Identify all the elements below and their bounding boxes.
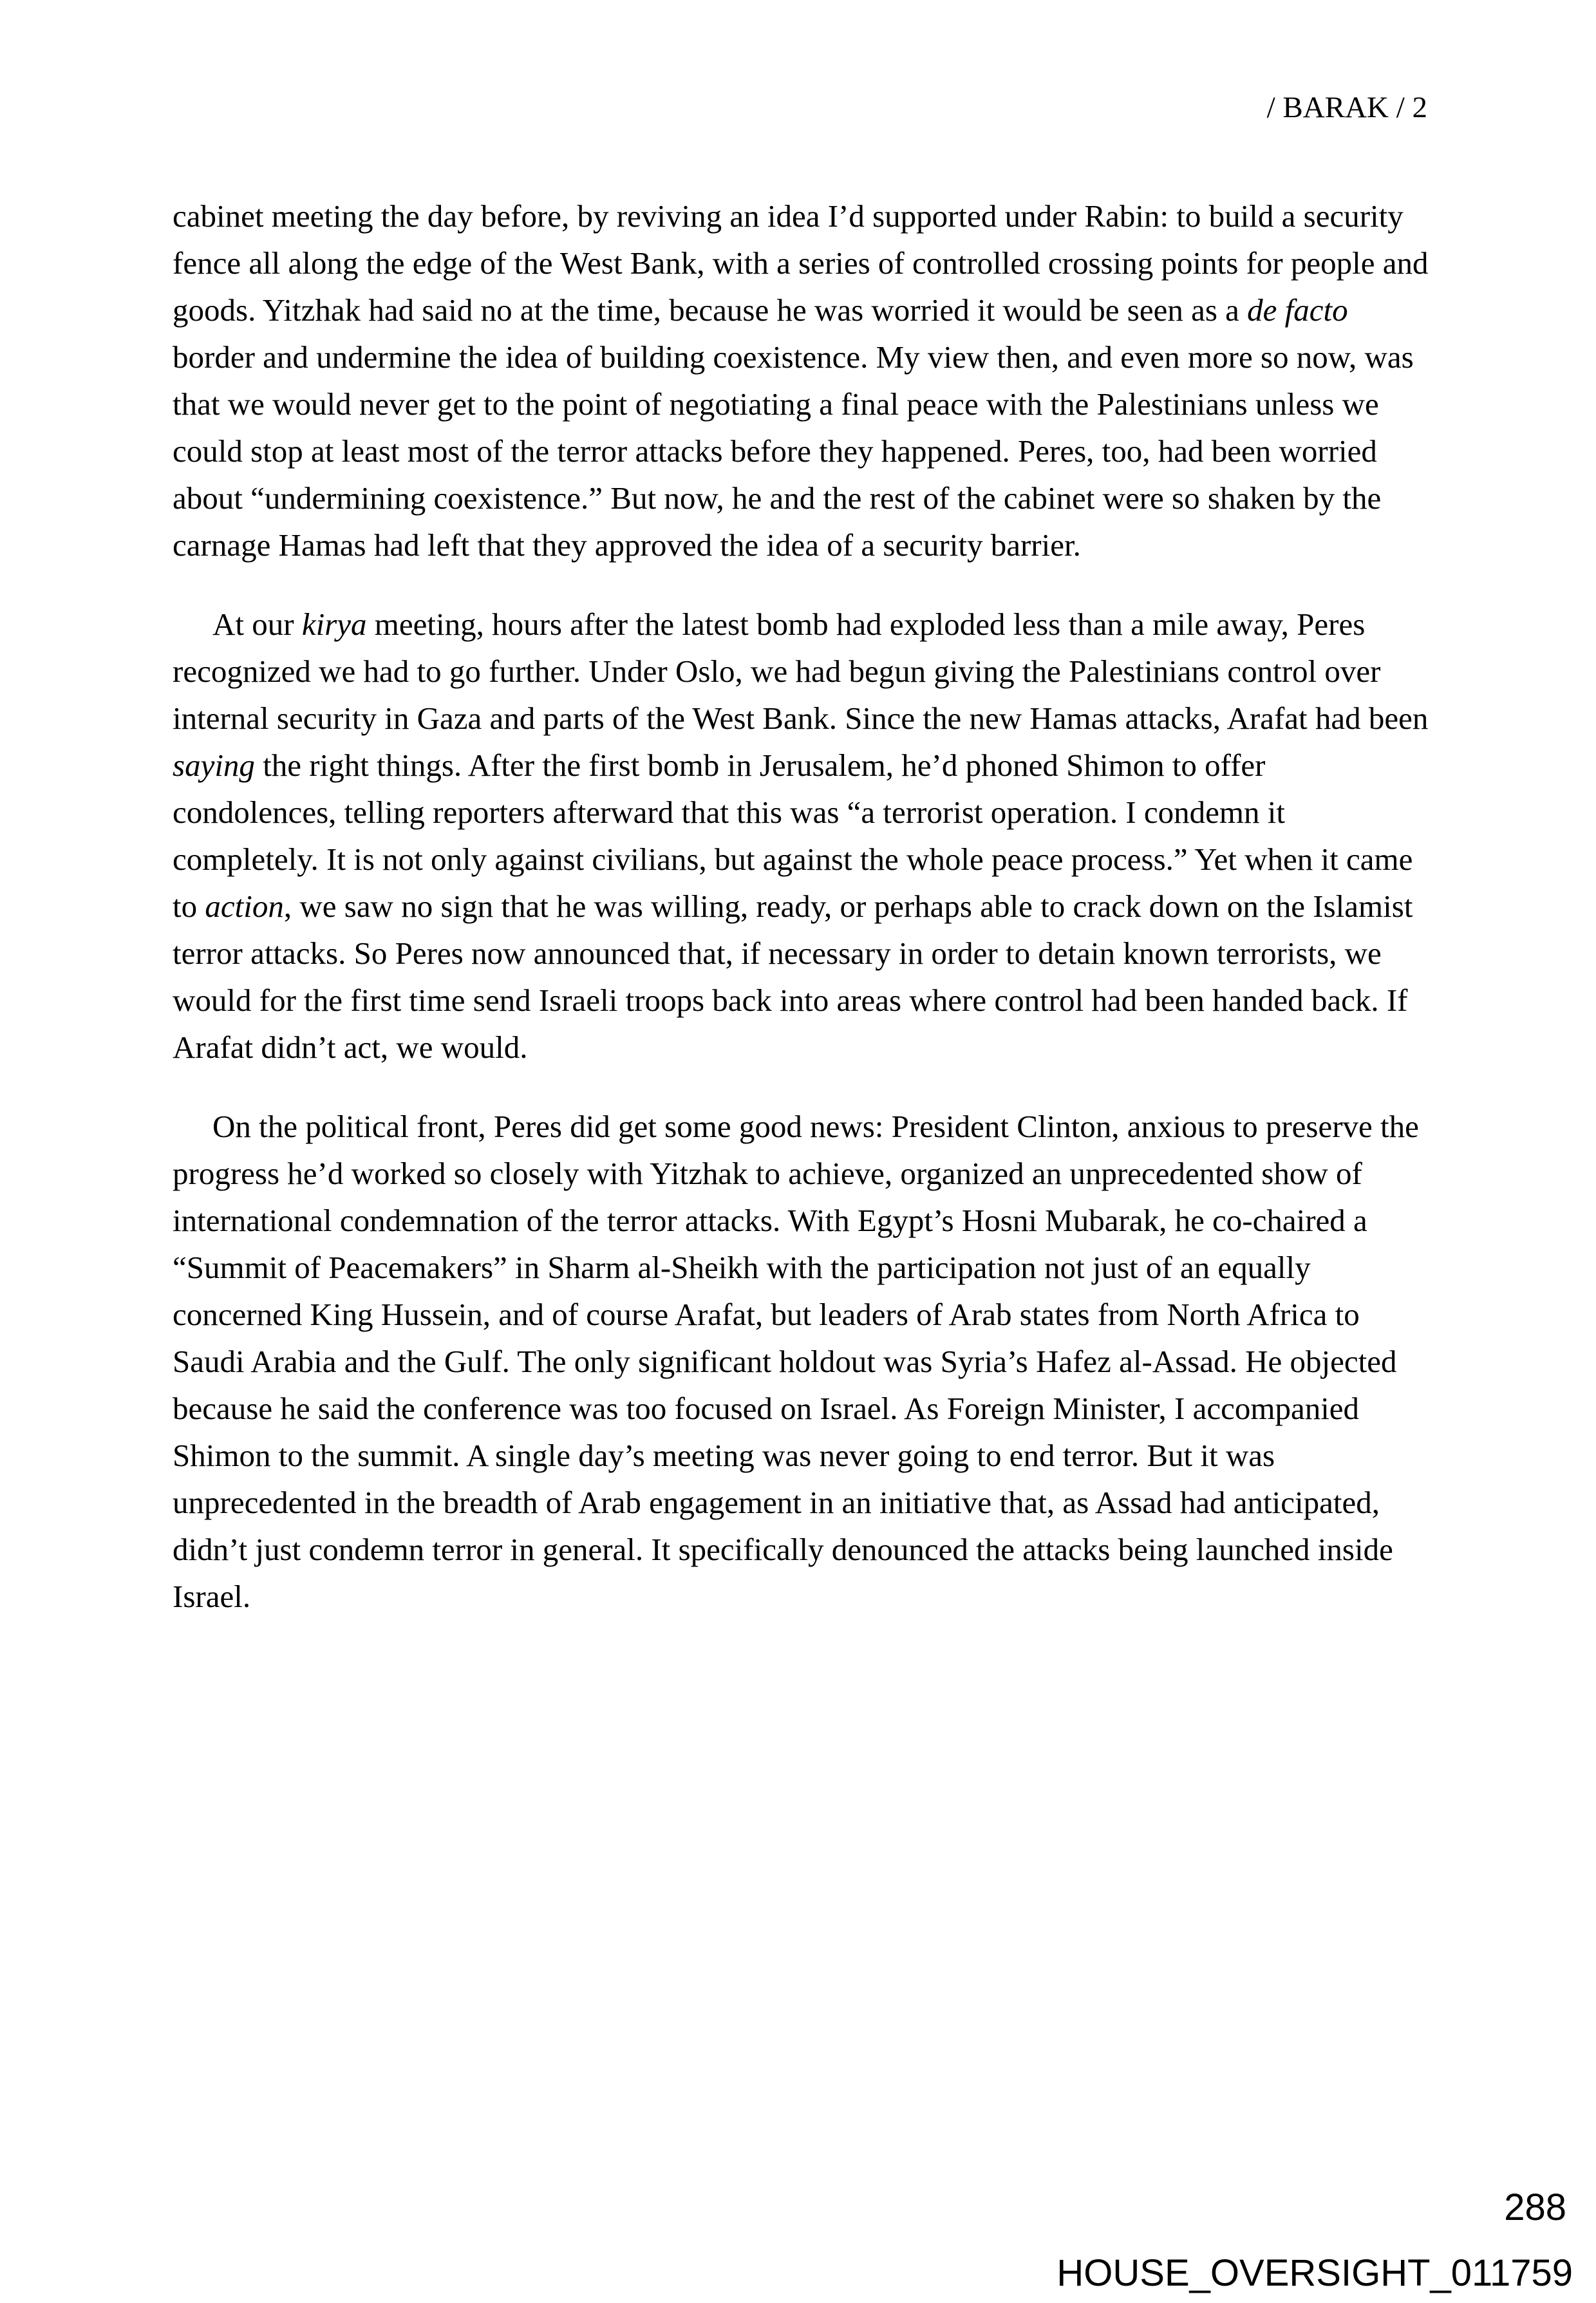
paragraph-2-run-4-italic: saying (173, 747, 255, 783)
paragraph-1-run-3: border and undermine the idea of building coexistence. My view then, and even more so now, was that we would never get to the point of negotiating a final peace with the Palestinians unless we could stop at least most of the terror attacks before they happened. Peres, too, had been worried about “undermining coexistence.” But now, he and the rest of the cabinet were so shaken by the carnage Hamas had left that they approved the idea of a security barrier. (173, 339, 1414, 563)
paragraph-2-run-6-italic: action (205, 888, 284, 924)
paragraph-2 (173, 601, 1433, 1071)
paragraph-3 (173, 1103, 1433, 1620)
paragraph-1-run-1: cabinet meeting the day before, by reviving an idea I’d supported under Rabin: to build a security fence all along the edge of the West Bank, with a series of controlled crossing points for people and goods. Yitzhak had said no at the time, because he was worried it would be seen as a (173, 198, 1429, 328)
paragraph-2-run-3: meeting, hours after the latest bomb had exploded less than a mile away, Peres recognized we had to go further. Under Oslo, we had begun giving the Palestinians control over internal security in Gaza and parts of the West Bank. Since the new Hamas attacks, Arafat had been (173, 606, 1429, 736)
page-number: 288 (1504, 2186, 1566, 2228)
running-header: / BARAK / 2 (1266, 91, 1427, 124)
paragraph-1-run-2-italic: de facto (1247, 292, 1348, 328)
paragraph-2-run-2-italic: kirya (301, 606, 367, 642)
paragraph-2-run-1: At our (212, 606, 302, 642)
paragraph-3-run-1: On the political front, Peres did get some good news: President Clinton, anxious to preserve the progress he’d worked so closely with Yitzhak to achieve, organized an unprecedented show of international condemnation of the terror attacks. With Egypt’s Hosni Mubarak, he co-chaired a “Summit of Peacemakers” in Sharm al-Sheikh with the participation not just of an equally concerned King Hussein, and of course Arafat, but leaders of Arab states from North Africa to Saudi Arabia and the Gulf. The only significant holdout was Syria’s Hafez al-Assad. He objected because he said the conference was too focused on Israel. As Foreign Minister, I accompanied Shimon to the summit. A single day’s meeting was never going to end terror. But it was unprecedented in the breadth of Arab engagement in an initiative that, as Assad had anticipated, didn’t just condemn terror in general. It specifically denounced the attacks being launched inside Israel. (173, 1109, 1419, 1614)
body-text (173, 193, 1433, 1620)
paragraph-2-run-5: the right things. After the first bomb in Jerusalem, he’d phoned Shimon to offer condolences, telling reporters afterward that this was “a terrorist operation. I condemn it completely. It is not only against civilians, but against the whole peace process.” Yet when it came to (173, 747, 1413, 924)
paragraph-1 (173, 193, 1433, 569)
paragraph-2-run-7: , we saw no sign that he was willing, ready, or perhaps able to crack down on the Islamist terror attacks. So Peres now announced that, if necessary in order to detain known terrorists, we would for the first time send Israeli troops back into areas where control had been handed back. If Arafat didn’t act, we would. (173, 888, 1413, 1065)
bates-stamp: HOUSE_OVERSIGHT_011759 (1056, 2252, 1573, 2294)
